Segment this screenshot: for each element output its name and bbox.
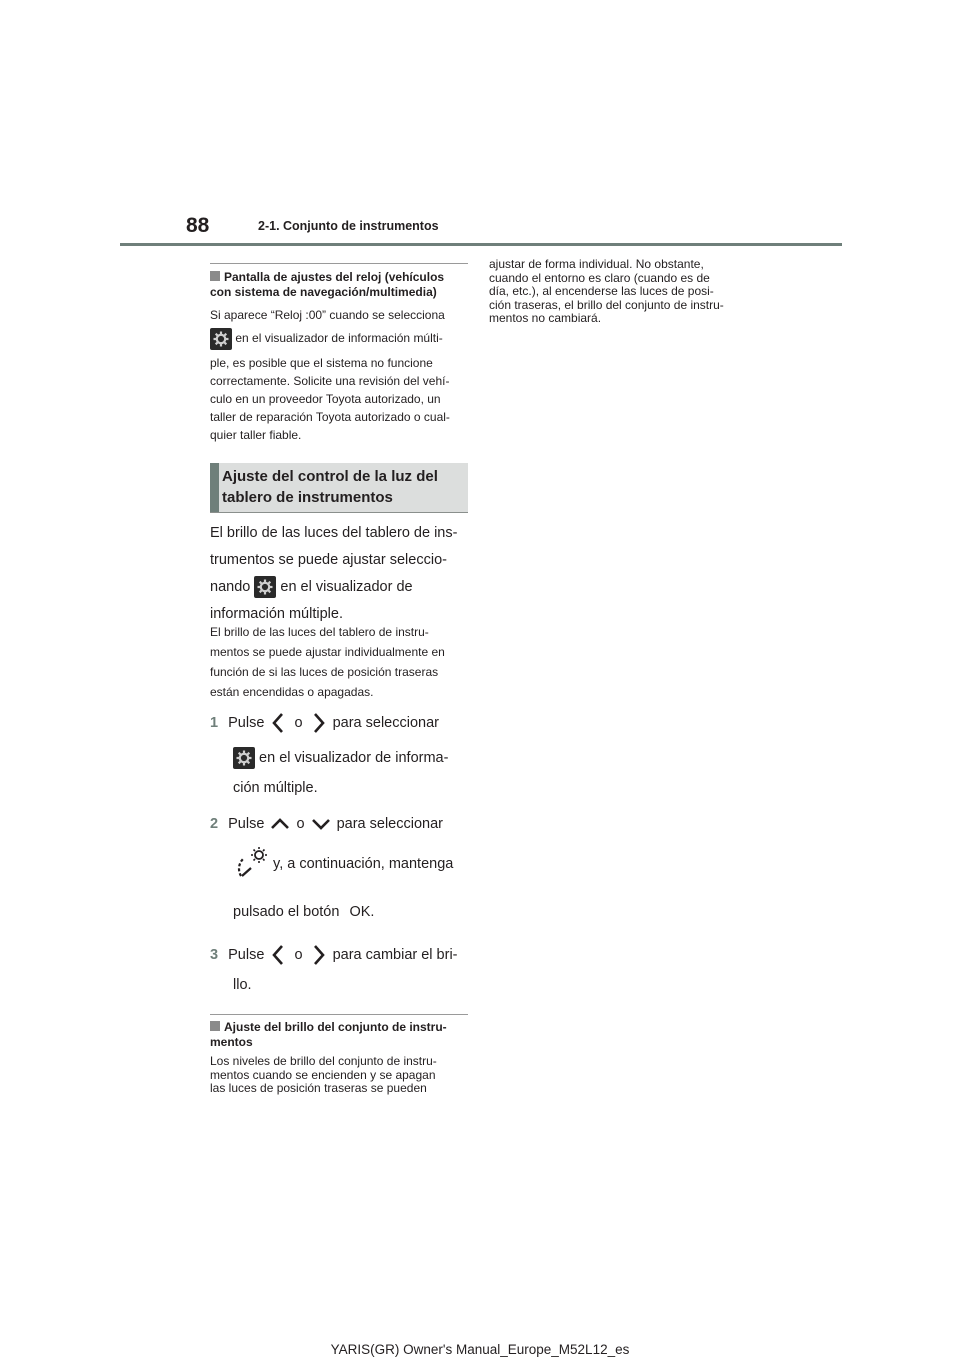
step-1-line2: en el visualizador de informa- (233, 746, 448, 771)
divider (210, 263, 468, 264)
settings-gear-icon (210, 328, 232, 350)
section-title-box (210, 463, 468, 513)
step-1-line3: ción múltiple. (233, 780, 318, 796)
title-line: tablero de instrumentos (222, 489, 393, 506)
square-bullet-icon (210, 1021, 220, 1031)
step-2 (210, 812, 470, 837)
chevron-up-icon (268, 816, 292, 832)
note-text (210, 622, 468, 702)
chevron-left-icon (268, 711, 290, 735)
step-text: o (296, 816, 305, 832)
footer-manual-id: YARIS(GR) Owner's Manual_Europe_M52L12_es (330, 1342, 630, 1357)
text-line: información múltiple. (210, 606, 343, 622)
instrument-brightness-icon (233, 846, 269, 882)
text-line: Los niveles de brillo del conjunto de instru- (210, 1054, 437, 1068)
title-accent-bar (210, 463, 219, 512)
chevron-left-icon (268, 943, 290, 967)
section-title (222, 466, 466, 508)
text-line: las luces de posición traseras se pueden (210, 1081, 427, 1095)
text-line: cuando el entorno es claro (cuando es de (489, 270, 710, 285)
step-number: 2 (210, 816, 219, 832)
text-line: quier taller fiable. (210, 428, 302, 442)
step-text: o (294, 947, 303, 963)
text-line: ple, es posible que el sistema no funcione (210, 356, 433, 370)
page-number: 88 (186, 214, 210, 237)
divider (210, 1014, 468, 1015)
settings-gear-icon (254, 576, 276, 598)
text-line: El brillo de las luces del tablero de ins- (210, 525, 458, 541)
step-3 (210, 943, 470, 968)
step-text: o (294, 715, 303, 731)
step-number: 1 (210, 715, 219, 731)
text-line: función de si las luces de posición traseras (210, 665, 439, 679)
text-line: El brillo de las luces del tablero de instru- (210, 625, 429, 639)
section-header: 2-1. Conjunto de instrumentos (258, 219, 439, 233)
header-rule (120, 243, 842, 246)
text-line: culo en un proveedor Toyota autorizado, un (210, 392, 441, 406)
brightness-body (210, 1055, 468, 1096)
intro-text (210, 521, 468, 627)
text-line: trumentos se puede ajustar seleccio- (210, 552, 447, 568)
text-line: ción traseras, el brillo del conjunto de instru- (489, 297, 724, 312)
chevron-down-icon (309, 816, 333, 832)
text-line: nando en el visualizador de (210, 575, 468, 600)
brightness-heading: Ajuste del brillo del conjunto de instru- mentos (210, 1020, 447, 1049)
clock-body (210, 354, 468, 444)
title-line: Ajuste del control de la luz del (222, 468, 438, 485)
clock-line1: Si aparece “Reloj :00” cuando se selecciona (210, 308, 445, 322)
ok-button-glyph: OK (349, 904, 371, 920)
step-text: para cambiar el bri- (332, 947, 458, 963)
square-bullet-icon (210, 271, 220, 281)
chevron-right-icon (307, 943, 329, 967)
step-text: para seleccionar (332, 715, 439, 731)
step-2-line2: y, a continuación, mantenga (233, 846, 453, 882)
text-line: mentos no cambiará. (489, 311, 602, 325)
text-line: día, etc.), al encenderse las luces de posi- (489, 284, 714, 298)
step-text: para seleccionar (336, 816, 443, 832)
step-text: Pulse (228, 715, 265, 731)
right-column-text (489, 258, 749, 326)
text-line: están encendidas o apagadas. (210, 685, 374, 699)
text-line: mentos se puede ajustar individualmente en (210, 645, 445, 659)
clock-heading: Pantalla de ajustes del reloj (vehículos con sistema de navegación/multimedia) (210, 270, 445, 299)
step-text: Pulse (228, 816, 265, 832)
text-line: ajustar de forma individual. No obstante, (489, 257, 704, 271)
step-3-line2: llo. (233, 977, 252, 993)
text-line: mentos cuando se encienden y se apagan (210, 1067, 436, 1082)
clock-line2: en el visualizador de información múlti- (210, 327, 468, 350)
chevron-right-icon (307, 711, 329, 735)
text-line: taller de reparación Toyota autorizado o cual- (210, 410, 450, 424)
settings-gear-icon (233, 747, 255, 769)
step-1 (210, 711, 470, 736)
step-number: 3 (210, 947, 219, 963)
step-2-line3: pulsado el botón OK. (233, 904, 375, 920)
step-text: Pulse (228, 947, 265, 963)
text-line: correctamente. Solicite una revisión del vehí- (210, 374, 450, 388)
